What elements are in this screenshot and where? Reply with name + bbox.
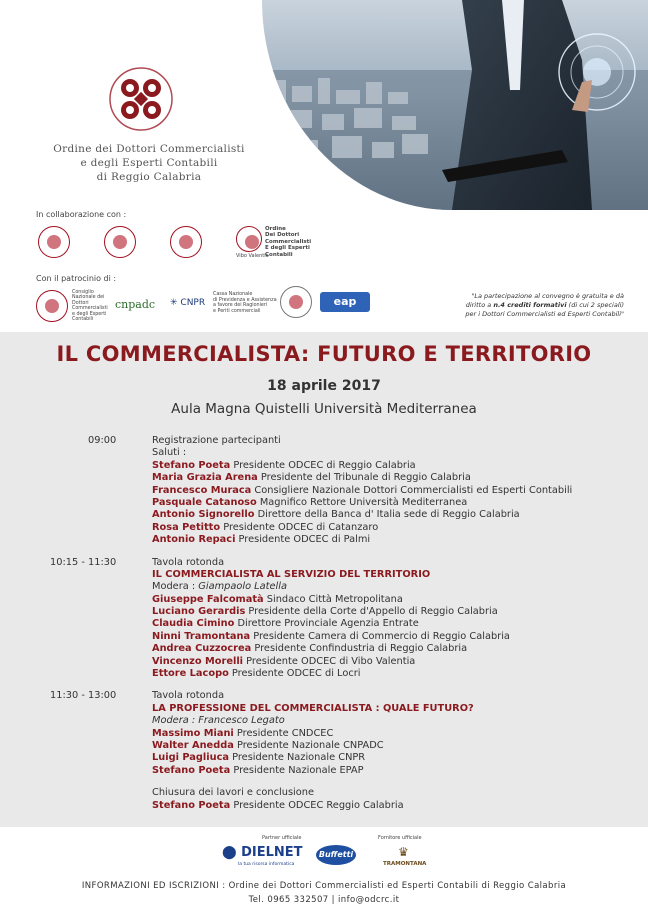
speaker: Andrea Cuzzocrea Presidente Confindustria di Reggio Calabria [152,643,468,655]
tramontana-icon: ♛ [398,845,409,859]
buffetti-logo: Buffetti [316,845,356,865]
collab-logo-4-text: Ordine Dei Dottori Commercialisti E degli Esperti Contabili [265,226,312,258]
patrocinio-label: Con il patrocinio di : [36,274,117,283]
session-time: 09:00 [88,435,117,446]
speaker: Antonio Signorello Direttore della Banca d' Italia sede di Reggio Calabria [152,509,520,521]
dielnet-sub: la tua risorsa informatica [238,862,295,867]
epap-logo: eap [320,292,370,312]
speaker: Maria Grazia Arena Presidente del Tribunale di Reggio Calabria [152,472,471,484]
partners [0,827,648,877]
speaker: Rosa Petitto Presidente ODCEC di Catanzaro [152,521,379,533]
collab-logo-3 [170,226,202,258]
speaker: Walter Anedda Presidente Nazionale CNPADC [152,739,384,751]
footer-info: INFORMAZIONI ED ISCRIZIONI : Ordine dei Dottori Commercialisti ed Esperti Contabili di Reggio Calabria [81,881,567,891]
session-time: 11:30 - 13:00 [50,690,117,702]
program: 09:00 Registrazione partecipanti Saluti : Stefano Poeta Presidente ODCEC di Reggio Calabria Maria Grazia Arena Presidente del Tribunale di Reggio Calabria Francesco Muraca Consigliere Nazionale Dottori Commercialisti ed Esperti Contabili Pasquale Catanoso Magnifico Rettore Università Mediterranea Antonio Signorello Direttore della Banca d' Italia sede di Reggio Calabria Rosa Petitto Presidente ODCEC di Catanzaro Antonio Repaci Presidente ODCEC di Palmi 10:15 - 11:30 Tavola rotonda IL COMMERCIALISTA AL SERVIZIO DEL TERRITORIO Modera : Giampaolo Latella Giuseppe Falcomatà Sindaco Città Metropolitana Luciano Gerardis Presidente della Corte d'Appello di Reggio Calabria Claudia Cimino Direttore Provinciale Agenzia Entrate Ninni Tramontana Presidente Camera di Commercio di Reggio Calabria Andrea Cuzzocrea Presidente Confindustria di Reggio Calabria Vincenzo Morelli Presidente ODCEC di Vibo Valentia Ettore Lacopo Presidente ODCEC di Locri 11:30 - 13:00 Tavola rotonda LA PROFESSIONE DEL COMMERCIALISTA : QUALE FUTURO? Modera : Francesco Legato Massimo Miani Presidente CNDCEC Walter Anedda Presidente Nazionale CNPADC Luigi Pagliuca Presidente Nazionale CNPR Stefano Poeta Presidente Nazionale EPAP Chiusura dei lavori e conclusione Stefano Poeta Presidente ODCEC Reggio Calabria [0,435,648,812]
cnpr-text: Cassa Nazionale di Previdenza e Assistenza a favore dei Ragionieri e Periti commerciali [213,292,277,314]
org-line-3: di Reggio Calabria [96,171,202,183]
vibo-label: Vibo Valentia [236,253,269,259]
cndcec-text: Consiglio Nazionale dei Dottori Commercialisti e degli Esperti Contabili [72,290,108,323]
collab-logo-1 [38,226,70,258]
event-date: 18 aprile 2017 [267,378,381,394]
speaker: Antonio Repaci Presidente ODCEC di Palmi [152,534,371,546]
hero-image [262,0,648,210]
closing-label: Chiusura dei lavori e conclusione [152,787,315,799]
cnpadc-logo: cnpadc [115,298,156,311]
footer-contact: Tel. 0965 332507 | info@odcrc.it [248,895,400,905]
speaker: Luigi Pagliuca Presidente Nazionale CNPR [152,752,366,764]
speaker: Pasquale Catanoso Magnifico Rettore Università Mediterranea [152,496,468,508]
speaker: Stefano Poeta Presidente Nazionale EPAP [152,764,364,776]
odcec-logo [108,66,174,132]
organization-name [34,142,264,184]
collab-logo-2 [104,226,136,258]
speaker: Stefano Poeta Presidente ODCEC di Reggio Calabria [152,459,416,471]
org-line-2: e degli Esperti Contabili [80,157,218,169]
cndcec-logo [36,290,68,322]
partner-label: Partner ufficiale [262,835,302,841]
cnpr-logo: ✳ CNPR [170,298,206,308]
event-venue: Aula Magna Quistelli Università Mediterranea [171,401,477,417]
speaker: Vincenzo Morelli Presidente ODCEC di Vibo Valentia [152,655,416,667]
session-heading: IL COMMERCIALISTA AL SERVIZIO DEL TERRITORIO [152,568,431,580]
speaker: Ninni Tramontana Presidente Camera di Commercio di Reggio Calabria [152,630,510,642]
footer [0,879,648,907]
seal-logo [280,286,312,318]
speaker: Giuseppe Falcomatà Sindaco Città Metropolitana [152,593,403,605]
org-line-1: Ordine dei Dottori Commercialisti [53,143,245,155]
speaker: Ettore Lacopo Presidente ODCEC di Locri [152,668,361,680]
collab-logo-4 [236,226,262,252]
header-area [0,0,648,332]
event-title: IL COMMERCIALISTA: FUTURO E TERRITORIO [56,342,592,366]
speaker: Stefano Poeta Presidente ODCEC Reggio Calabria [152,799,404,811]
credits-note: "La partecipazione al convegno è gratuita e dà diritto a n.4 crediti formativi (di cui 2 speciali) per i Dottori Commercialisti ed Esperti Contabili" [465,292,624,318]
session-time: 10:15 - 11:30 [50,556,117,568]
speaker: Luciano Gerardis Presidente della Corte d'Appello di Reggio Calabria [152,606,498,618]
speaker: Massimo Miani Presidente CNDCEC [152,727,334,739]
supplier-label: Fornitore ufficiale [378,835,422,841]
speaker: Claudia Cimino Direttore Provinciale Agenzia Entrate [152,618,419,630]
dielnet-logo: ⬤ DIELNET [222,845,303,860]
collab-label: In collaborazione con : [36,210,127,219]
tramontana-logo: TRAMONTANA [383,861,427,867]
speaker: Francesco Muraca Consigliere Nazionale Dottori Commercialisti ed Esperti Contabili [152,484,573,496]
session-heading: LA PROFESSIONE DEL COMMERCIALISTA : QUALE FUTURO? [152,702,474,714]
